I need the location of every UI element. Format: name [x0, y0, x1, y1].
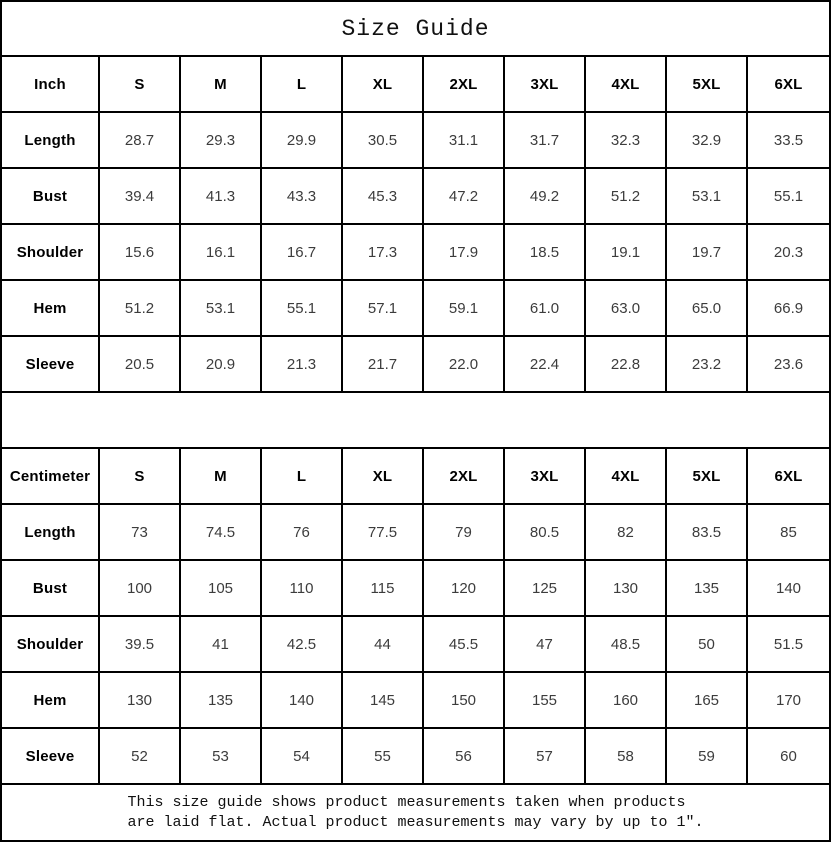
measurement-cell: 47 [505, 617, 586, 673]
measurement-cell: 39.4 [100, 169, 181, 225]
measurement-cell: 110 [262, 561, 343, 617]
row-label-bust: Bust [2, 169, 100, 225]
measurement-cell: 42.5 [262, 617, 343, 673]
measurement-cell: 32.3 [586, 113, 667, 169]
size-header-m: M [181, 449, 262, 505]
size-header-6xl: 6XL [748, 57, 829, 113]
measurement-cell: 63.0 [586, 281, 667, 337]
measurement-cell: 15.6 [100, 225, 181, 281]
footer-note [2, 785, 829, 840]
measurement-cell: 105 [181, 561, 262, 617]
measurement-cell: 77.5 [343, 505, 424, 561]
measurement-cell: 28.7 [100, 113, 181, 169]
measurement-cell: 31.1 [424, 113, 505, 169]
measurement-cell: 80.5 [505, 505, 586, 561]
size-header-6xl: 6XL [748, 449, 829, 505]
measurement-cell: 61.0 [505, 281, 586, 337]
measurement-cell: 51.2 [100, 281, 181, 337]
unit-header-cell: Inch [2, 57, 100, 113]
measurement-cell: 76 [262, 505, 343, 561]
measurement-cell: 29.3 [181, 113, 262, 169]
size-header-l: L [262, 449, 343, 505]
row-label-sleeve: Sleeve [2, 337, 100, 393]
measurement-cell: 23.2 [667, 337, 748, 393]
measurement-cell: 59.1 [424, 281, 505, 337]
unit-header-cell: Centimeter [2, 449, 100, 505]
size-header-2xl: 2XL [424, 57, 505, 113]
row-label-length: Length [2, 113, 100, 169]
table-spacer [2, 393, 829, 449]
measurement-cell: 53.1 [667, 169, 748, 225]
measurement-cell: 170 [748, 673, 829, 729]
row-label-shoulder: Shoulder [2, 225, 100, 281]
measurement-cell: 41 [181, 617, 262, 673]
footer-note-text [127, 793, 703, 833]
footer-note-line1: This size guide shows product measurements taken when products [127, 793, 686, 811]
measurement-cell: 56 [424, 729, 505, 785]
measurement-cell: 20.9 [181, 337, 262, 393]
measurement-cell: 39.5 [100, 617, 181, 673]
measurement-cell: 66.9 [748, 281, 829, 337]
measurement-cell: 29.9 [262, 113, 343, 169]
measurement-cell: 50 [667, 617, 748, 673]
size-header-xl: XL [343, 449, 424, 505]
measurement-cell: 44 [343, 617, 424, 673]
measurement-cell: 45.3 [343, 169, 424, 225]
measurement-cell: 48.5 [586, 617, 667, 673]
measurement-cell: 17.3 [343, 225, 424, 281]
measurement-cell: 52 [100, 729, 181, 785]
measurement-cell: 41.3 [181, 169, 262, 225]
measurement-cell: 53.1 [181, 281, 262, 337]
measurement-cell: 160 [586, 673, 667, 729]
measurement-cell: 59 [667, 729, 748, 785]
measurement-cell: 54 [262, 729, 343, 785]
measurement-cell: 47.2 [424, 169, 505, 225]
title-row [2, 2, 829, 57]
measurement-cell: 135 [181, 673, 262, 729]
row-label-shoulder: Shoulder [2, 617, 100, 673]
measurement-cell: 74.5 [181, 505, 262, 561]
row-label-sleeve: Sleeve [2, 729, 100, 785]
measurement-cell: 82 [586, 505, 667, 561]
measurement-cell: 79 [424, 505, 505, 561]
measurement-cell: 73 [100, 505, 181, 561]
measurement-cell: 23.6 [748, 337, 829, 393]
measurement-cell: 58 [586, 729, 667, 785]
measurement-cell: 20.5 [100, 337, 181, 393]
measurement-cell: 65.0 [667, 281, 748, 337]
measurement-cell: 130 [100, 673, 181, 729]
size-header-3xl: 3XL [505, 57, 586, 113]
footer-note-line2: are laid flat. Actual product measurements may vary by up to 1″. [127, 813, 704, 831]
measurement-cell: 22.8 [586, 337, 667, 393]
size-header-3xl: 3XL [505, 449, 586, 505]
measurement-cell: 83.5 [667, 505, 748, 561]
measurement-cell: 17.9 [424, 225, 505, 281]
measurement-cell: 49.2 [505, 169, 586, 225]
measurement-cell: 20.3 [748, 225, 829, 281]
measurement-cell: 16.7 [262, 225, 343, 281]
measurement-cell: 155 [505, 673, 586, 729]
measurement-cell: 135 [667, 561, 748, 617]
measurement-cell: 43.3 [262, 169, 343, 225]
measurement-cell: 51.2 [586, 169, 667, 225]
measurement-cell: 53 [181, 729, 262, 785]
size-header-5xl: 5XL [667, 57, 748, 113]
measurement-cell: 51.5 [748, 617, 829, 673]
measurement-cell: 60 [748, 729, 829, 785]
size-header-2xl: 2XL [424, 449, 505, 505]
measurement-cell: 115 [343, 561, 424, 617]
measurement-cell: 31.7 [505, 113, 586, 169]
measurement-cell: 55 [343, 729, 424, 785]
size-header-s: S [100, 449, 181, 505]
centimeter-table [2, 449, 829, 785]
size-header-l: L [262, 57, 343, 113]
measurement-cell: 165 [667, 673, 748, 729]
measurement-cell: 21.3 [262, 337, 343, 393]
row-label-hem: Hem [2, 281, 100, 337]
size-header-xl: XL [343, 57, 424, 113]
size-header-4xl: 4XL [586, 57, 667, 113]
measurement-cell: 120 [424, 561, 505, 617]
measurement-cell: 55.1 [262, 281, 343, 337]
measurement-cell: 100 [100, 561, 181, 617]
row-label-bust: Bust [2, 561, 100, 617]
size-header-4xl: 4XL [586, 449, 667, 505]
measurement-cell: 85 [748, 505, 829, 561]
size-header-s: S [100, 57, 181, 113]
row-label-length: Length [2, 505, 100, 561]
measurement-cell: 22.4 [505, 337, 586, 393]
measurement-cell: 125 [505, 561, 586, 617]
measurement-cell: 30.5 [343, 113, 424, 169]
measurement-cell: 45.5 [424, 617, 505, 673]
measurement-cell: 32.9 [667, 113, 748, 169]
size-header-m: M [181, 57, 262, 113]
measurement-cell: 21.7 [343, 337, 424, 393]
measurement-cell: 16.1 [181, 225, 262, 281]
measurement-cell: 130 [586, 561, 667, 617]
inch-table [2, 57, 829, 393]
size-guide-title: Size Guide [341, 15, 490, 42]
size-header-5xl: 5XL [667, 449, 748, 505]
measurement-cell: 57 [505, 729, 586, 785]
row-label-hem: Hem [2, 673, 100, 729]
measurement-cell: 140 [262, 673, 343, 729]
measurement-cell: 145 [343, 673, 424, 729]
measurement-cell: 19.1 [586, 225, 667, 281]
measurement-cell: 55.1 [748, 169, 829, 225]
measurement-cell: 19.7 [667, 225, 748, 281]
measurement-cell: 150 [424, 673, 505, 729]
measurement-cell: 22.0 [424, 337, 505, 393]
measurement-cell: 18.5 [505, 225, 586, 281]
measurement-cell: 57.1 [343, 281, 424, 337]
measurement-cell: 33.5 [748, 113, 829, 169]
measurement-cell: 140 [748, 561, 829, 617]
